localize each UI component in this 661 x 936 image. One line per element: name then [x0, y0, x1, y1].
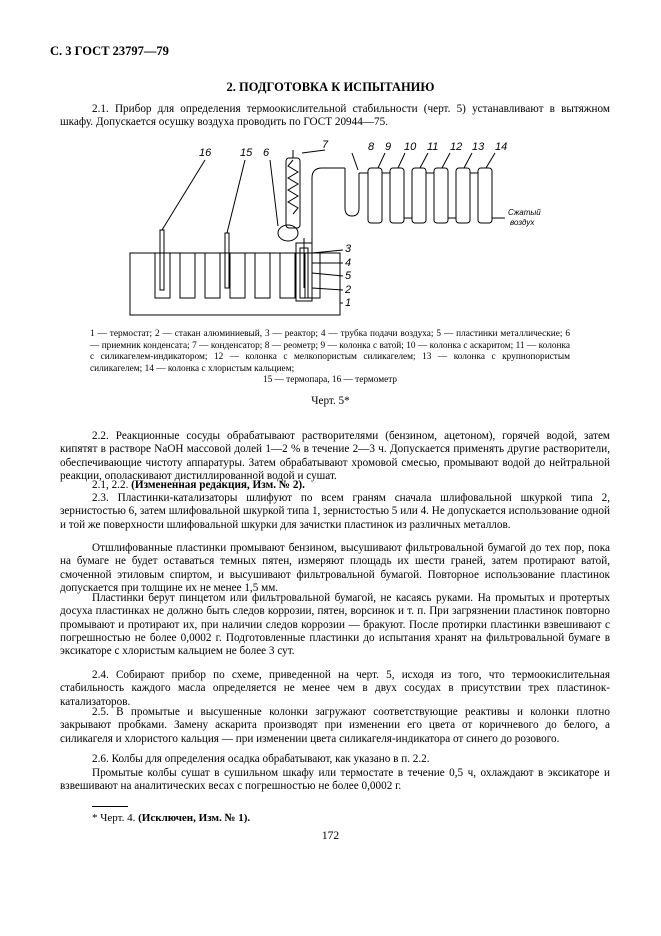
- figure-legend: [90, 329, 570, 387]
- label-3: 3: [345, 243, 352, 255]
- paragraph-2-3: 2.3. Пластинки-катализаторы шлифуют по всем граням сначала шлифовальной шкуркой типа 2, зернистостью 6, затем шлифовальной шкуркой типа 1, зернистостью 5 или 4. Не допускается использование одной и той же поверхности шлифовальной шкурки для зачистки пластинок из различных металлов.: [60, 492, 610, 531]
- label-13: 13: [472, 141, 485, 153]
- label-4: 4: [345, 257, 352, 269]
- paragraph-drying: Промытые колбы сушат в сушильном шкафу или термостате в течение 0,5 ч, охлаждают в эксикаторе и взвешивают на аналитических весах с погрешностью не более 0,0002 г.: [60, 767, 610, 793]
- paragraph-tweezers: Пластинки берут пинцетом или фильтровальной бумагой, не касаясь руками. На промытых и протертых досуха пластинках не должно быть следов коррозии, пятен, ворсинок и т. п. При загрязнении пластинок повторно промывают и протирают их, при наличии следов коррозии — бракуют. После протирки пластинки взвешивают с погрешностью не более 0,0002 г. Подготовленные пластинки до испытания хранят на фильтровальной бумаге в эксикаторе с хлористым кальцием не более 3 сут.: [60, 592, 610, 658]
- air-label-1: Сжатый: [508, 208, 541, 217]
- figure-caption: Черт. 5*: [311, 395, 350, 407]
- paragraph-2-2: 2.2. Реакционные сосуды обрабатывают растворителями (бензином, ацетоном), горячей водой, затем кипятят в растворе NaOH массовой долей 1—2 % в течение 2—3 ч. Допускается применять другие растворители, обеспечивающие чистоту аппаратуры. Затем обрабатывают хромовой смесью, промывают водой до нейтральной реакции, ополаскивают дистиллированной водой и сушат.: [60, 430, 610, 482]
- label-11: 11: [427, 141, 439, 153]
- label-15: 15: [240, 147, 253, 159]
- legend-last: 15 — термопара, 16 — термометр: [262, 375, 398, 385]
- page-number: 172: [321, 830, 340, 842]
- doc-header: С. 3 ГОСТ 23797—79: [50, 44, 169, 58]
- paragraph-2-5: 2.5. В промытые и высушенные колонки загружают соответствующие реактивы и колонки плотно закрывают пробками. Замену аскарита производят при изменении его цвета от коричневого до белого, а силикагеля и хлористого кальция — при изменении цвета силикагеля-индикатора от синего до розового.: [60, 706, 610, 745]
- paragraph-2-6: 2.6. Колбы для определения осадка обрабатывают, как указано в п. 2.2.: [92, 753, 430, 765]
- label-16: 16: [199, 147, 212, 159]
- change-note-prefix: 2.1, 2.2.: [92, 479, 129, 491]
- change-note-bold: (Измененная редакция, Изм. № 2).: [131, 479, 305, 491]
- label-6: 6: [263, 147, 270, 159]
- label-2: 2: [345, 284, 352, 296]
- paragraph-2-4: 2.4. Собирают прибор по схеме, приведенной на черт. 5, исходя из того, что термоокислительная стабильность каждого масла определяется не менее чем в двух сосудах в присутствии трех пластинок-катализаторов.: [60, 669, 610, 708]
- paragraph-polished-plates: Отшлифованные пластинки промывают бензином, высушивают фильтровальной бумагой до тех пор, пока на бумаге не будет оставаться темных пятен, измеряют площадь их шести граней, затем протирают ватой, смоченной этиловым спиртом, и высушивают фильтровальной бумагой. Повторное использование пластинок допускается при толщине их не менее 1,5 мм.: [60, 542, 610, 594]
- air-label-2: воздух: [510, 218, 535, 227]
- label-5: 5: [345, 270, 352, 282]
- section-title: 2. ПОДГОТОВКА К ИСПЫТАНИЮ: [226, 80, 435, 94]
- paragraph-2-1: 2.1. Прибор для определения термоокислительной стабильности (черт. 5) устанавливают в вытяжном шкафу. Допускается осушку воздуха проводить по ГОСТ 20944—75.: [60, 103, 610, 129]
- label-14: 14: [495, 141, 508, 153]
- footnote-prefix: * Черт. 4.: [92, 812, 136, 824]
- paragraph-change-note: [60, 479, 610, 492]
- label-8: 8: [368, 141, 375, 153]
- footnote-bold: (Исключен, Изм. № 1).: [138, 812, 251, 824]
- legend-main: 1 — термостат; 2 — стакан алюминиевый, 3 — реактор; 4 — трубка подачи воздуха; 5 — пластинки металлические; 6 — приемник конденсата; 7 — конденсатор; 8 — реометр; 9 — колонка с ватой; 10 — колонка с аскаритом; 11 — колонка с силикагелем-индикатором; 12 — колонка с мелкопористым силикагелем; 13 — колонка с крупнопористым силикагелем; 14 — колонка с хлористым кальцием;: [90, 329, 570, 374]
- label-7: 7: [322, 139, 329, 151]
- label-12: 12: [450, 141, 463, 153]
- footnote-rule: [92, 806, 128, 807]
- apparatus-diagram: [100, 138, 570, 323]
- label-1: 1: [345, 297, 352, 309]
- label-10: 10: [404, 141, 417, 153]
- label-9: 9: [385, 141, 392, 153]
- footnote: [92, 812, 250, 824]
